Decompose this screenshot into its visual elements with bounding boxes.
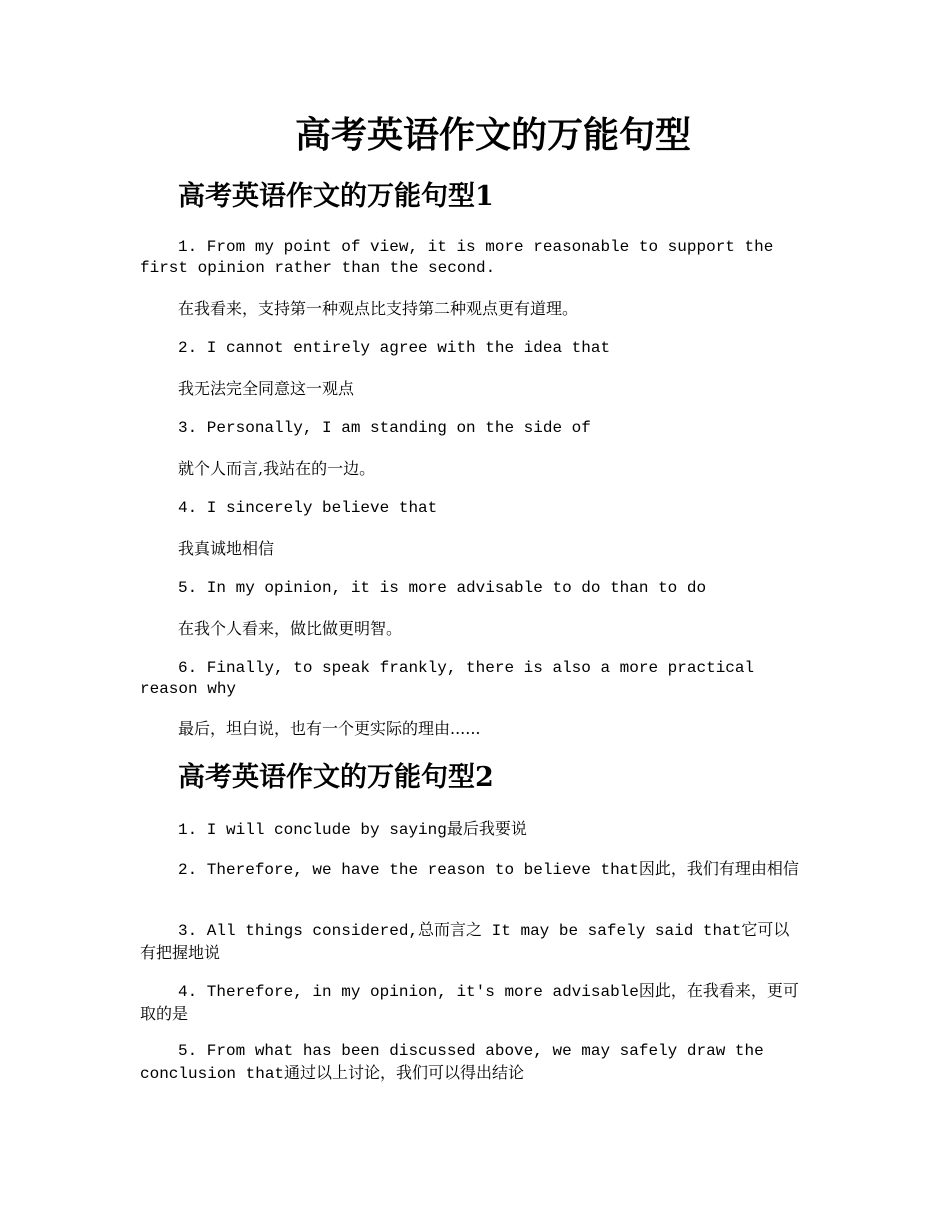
sentence-en-2-3a: 3. All things considered, — [178, 922, 419, 940]
section-heading-2: 高考英语作文的万能句型2 — [178, 762, 494, 793]
sentence-en-1-4: 4. I sincerely believe that — [178, 499, 438, 517]
sentence-en-1-2: 2. I cannot entirely agree with the idea that — [178, 339, 611, 357]
sentence-en-2-1: 1. I will conclude by saying — [178, 821, 447, 839]
sentence-2-3 — [140, 919, 800, 965]
sentence-en-2-4: 4. Therefore, in my opinion, it's more advisable — [178, 983, 639, 1001]
sentence-2-5 — [140, 1041, 800, 1085]
sentence-en-2-2: 2. Therefore, we have the reason to believe that — [178, 861, 639, 879]
sentence-zh-2-3b: 它可以有把握地说 — [140, 920, 790, 962]
sentence-zh-1-5: 在我个人看来，做比做更明智。 — [178, 619, 403, 638]
sentence-2-2 — [140, 858, 800, 881]
sentence-zh-2-4: 因此，在我看来，更可取的是 — [140, 981, 799, 1023]
sentence-en-1-6: 6. Finally, to speak frankly, there is also a more practical reason why — [140, 659, 755, 698]
sentence-zh-2-1: 最后我要说 — [446, 819, 527, 838]
sentence-en-2-5: 5. From what has been discussed above, we may safely draw the conclusion that — [140, 1042, 764, 1083]
sentence-2-1 — [140, 818, 800, 841]
sentence-zh-1-4: 我真诚地相信 — [178, 539, 275, 558]
section-heading-1: 高考英语作文的万能句型1 — [178, 181, 494, 212]
sentence-zh-1-1: 在我看来，支持第一种观点比支持第二种观点更有道理。 — [178, 299, 579, 318]
sentence-2-4 — [140, 980, 800, 1026]
sentence-zh-1-2: 我无法完全同意这一观点 — [178, 379, 355, 398]
sentence-zh-1-3: 就个人而言,我站在的一边。 — [178, 459, 376, 478]
document-title: 高考英语作文的万能句型 — [294, 114, 691, 156]
sentence-zh-2-5: 通过以上讨论，我们可以得出结论 — [284, 1063, 525, 1082]
sentence-zh-1-6: 最后，坦白说，也有一个更实际的理由...... — [178, 719, 481, 738]
sentence-zh-2-2: 因此，我们有理由相信 — [638, 859, 799, 878]
sentence-en-1-5: 5. In my opinion, it is more advisable to do than to do — [178, 579, 707, 597]
sentence-zh-2-3a: 总而言之 — [418, 920, 483, 939]
sentence-en-2-3b: It may be safely said that — [482, 922, 742, 940]
sentence-en-1-3: 3. Personally, I am standing on the side of — [178, 419, 591, 437]
sentence-en-1-1: 1. From my point of view, it is more reasonable to support the first opinion rather than the second. — [140, 238, 774, 277]
